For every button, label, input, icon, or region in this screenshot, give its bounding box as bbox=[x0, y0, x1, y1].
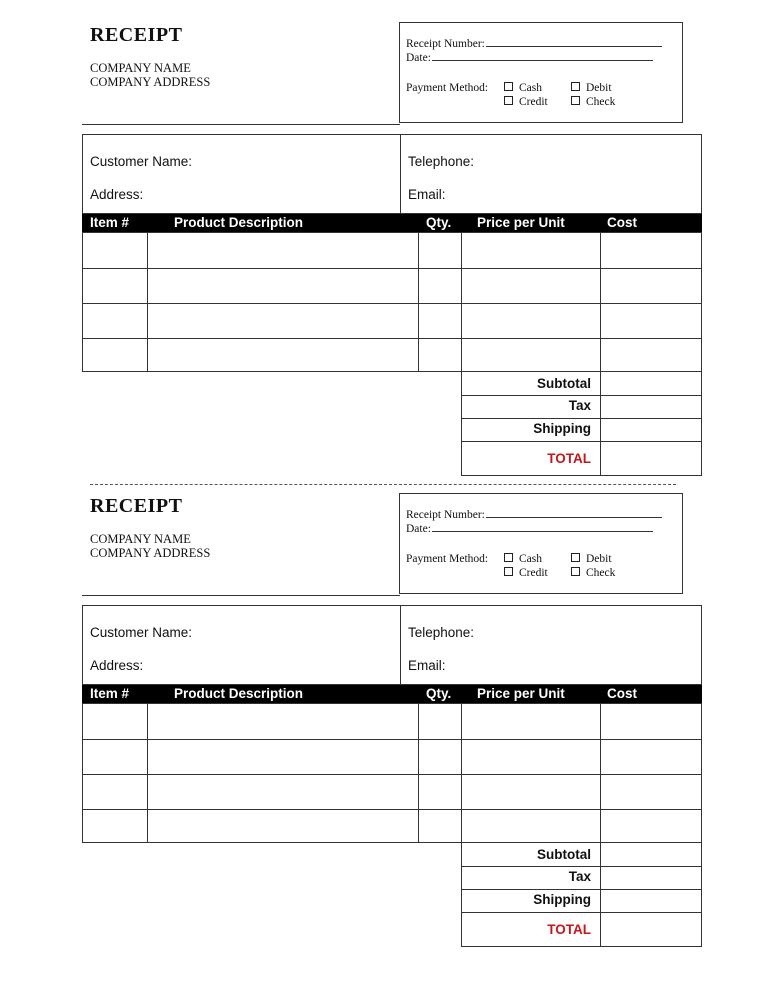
payment-option-credit[interactable]: Credit bbox=[504, 567, 548, 579]
column-divider bbox=[418, 233, 419, 371]
column-price-per-unit: Price per Unit bbox=[477, 686, 565, 701]
row-divider bbox=[83, 338, 701, 339]
date-label: Date: bbox=[406, 52, 431, 64]
payment-option-check[interactable]: Check bbox=[571, 567, 615, 579]
date-field[interactable] bbox=[432, 531, 653, 532]
receipt-title: RECEIPT bbox=[90, 24, 183, 46]
address-label[interactable]: Address: bbox=[90, 658, 144, 673]
payment-option-cash[interactable]: Cash bbox=[504, 82, 542, 94]
column-price-per-unit: Price per Unit bbox=[477, 215, 565, 230]
receipt-number-label: Receipt Number: bbox=[406, 509, 485, 521]
payment-option-cash[interactable]: Cash bbox=[504, 553, 542, 565]
company-name: COMPANY NAME bbox=[90, 61, 191, 75]
shipping-label: Shipping bbox=[533, 892, 591, 907]
total-row[interactable] bbox=[462, 912, 701, 946]
receipt-info-box bbox=[399, 22, 683, 123]
column-product-description: Product Description bbox=[174, 686, 304, 701]
checkbox-icon[interactable] bbox=[504, 553, 513, 562]
items-table-header bbox=[82, 685, 702, 703]
receipt-number-line bbox=[406, 38, 662, 50]
receipt-info-box bbox=[399, 493, 683, 594]
items-table-header bbox=[82, 214, 702, 232]
telephone-label[interactable]: Telephone: bbox=[408, 154, 475, 169]
payment-option-credit[interactable]: Credit bbox=[504, 96, 548, 108]
header-rule bbox=[82, 595, 400, 596]
column-divider bbox=[600, 704, 601, 842]
customer-name-label[interactable]: Customer Name: bbox=[90, 625, 193, 640]
column-divider bbox=[418, 704, 419, 842]
checkbox-icon[interactable] bbox=[571, 553, 580, 562]
company-name: COMPANY NAME bbox=[90, 532, 191, 546]
total-label: TOTAL bbox=[547, 922, 591, 937]
row-divider bbox=[83, 268, 701, 269]
row-divider bbox=[83, 739, 701, 740]
date-field[interactable] bbox=[432, 60, 653, 61]
row-divider bbox=[83, 774, 701, 775]
checkbox-icon[interactable] bbox=[571, 567, 580, 576]
column-divider bbox=[147, 233, 148, 371]
receipt-number-line bbox=[406, 509, 662, 521]
items-table-body bbox=[82, 232, 702, 372]
totals-box bbox=[461, 843, 702, 947]
column-qty: Qty. bbox=[426, 686, 452, 701]
payment-method-label: Payment Method: bbox=[406, 553, 489, 565]
receipt-1 bbox=[0, 0, 768, 475]
shipping-label: Shipping bbox=[533, 421, 591, 436]
customer-info-box bbox=[82, 605, 702, 685]
payment-method-label: Payment Method: bbox=[406, 82, 489, 94]
company-address: COMPANY ADDRESS bbox=[90, 546, 211, 560]
column-qty: Qty. bbox=[426, 215, 452, 230]
column-item-number: Item # bbox=[90, 215, 130, 230]
receipt-2 bbox=[0, 471, 768, 946]
column-product-description: Product Description bbox=[174, 215, 304, 230]
shipping-row[interactable] bbox=[462, 418, 701, 442]
row-divider bbox=[83, 809, 701, 810]
email-label[interactable]: Email: bbox=[408, 658, 446, 673]
column-item-number: Item # bbox=[90, 686, 130, 701]
subtotal-row[interactable] bbox=[462, 843, 701, 867]
telephone-label[interactable]: Telephone: bbox=[408, 625, 475, 640]
column-divider bbox=[147, 704, 148, 842]
shipping-row[interactable] bbox=[462, 889, 701, 913]
payment-option-debit[interactable]: Debit bbox=[571, 82, 612, 94]
receipt-number-field[interactable] bbox=[486, 46, 662, 47]
address-label[interactable]: Address: bbox=[90, 187, 144, 202]
tax-label: Tax bbox=[568, 398, 591, 413]
column-divider bbox=[461, 704, 462, 842]
checkbox-icon[interactable] bbox=[571, 82, 580, 91]
customer-divider bbox=[400, 135, 401, 215]
totals-box bbox=[461, 372, 702, 476]
subtotal-row[interactable] bbox=[462, 372, 701, 396]
checkbox-icon[interactable] bbox=[504, 567, 513, 576]
tax-row[interactable] bbox=[462, 866, 701, 890]
column-divider bbox=[600, 233, 601, 371]
date-line bbox=[406, 523, 653, 535]
customer-info-box bbox=[82, 134, 702, 214]
tax-label: Tax bbox=[568, 869, 591, 884]
subtotal-label: Subtotal bbox=[537, 376, 591, 391]
tax-row[interactable] bbox=[462, 395, 701, 419]
row-divider bbox=[83, 303, 701, 304]
checkbox-icon[interactable] bbox=[504, 82, 513, 91]
receipt-number-field[interactable] bbox=[486, 517, 662, 518]
email-label[interactable]: Email: bbox=[408, 187, 446, 202]
subtotal-label: Subtotal bbox=[537, 847, 591, 862]
receipt-title: RECEIPT bbox=[90, 495, 183, 517]
column-divider bbox=[461, 233, 462, 371]
receipt-number-label: Receipt Number: bbox=[406, 38, 485, 50]
total-label: TOTAL bbox=[547, 451, 591, 466]
column-cost: Cost bbox=[607, 215, 637, 230]
total-row[interactable] bbox=[462, 441, 701, 475]
column-cost: Cost bbox=[607, 686, 637, 701]
checkbox-icon[interactable] bbox=[504, 96, 513, 105]
customer-divider bbox=[400, 606, 401, 686]
payment-option-check[interactable]: Check bbox=[571, 96, 615, 108]
header-rule bbox=[82, 124, 400, 125]
date-line bbox=[406, 52, 653, 64]
payment-option-debit[interactable]: Debit bbox=[571, 553, 612, 565]
date-label: Date: bbox=[406, 523, 431, 535]
items-table-body bbox=[82, 703, 702, 843]
checkbox-icon[interactable] bbox=[571, 96, 580, 105]
company-address: COMPANY ADDRESS bbox=[90, 75, 211, 89]
customer-name-label[interactable]: Customer Name: bbox=[90, 154, 193, 169]
